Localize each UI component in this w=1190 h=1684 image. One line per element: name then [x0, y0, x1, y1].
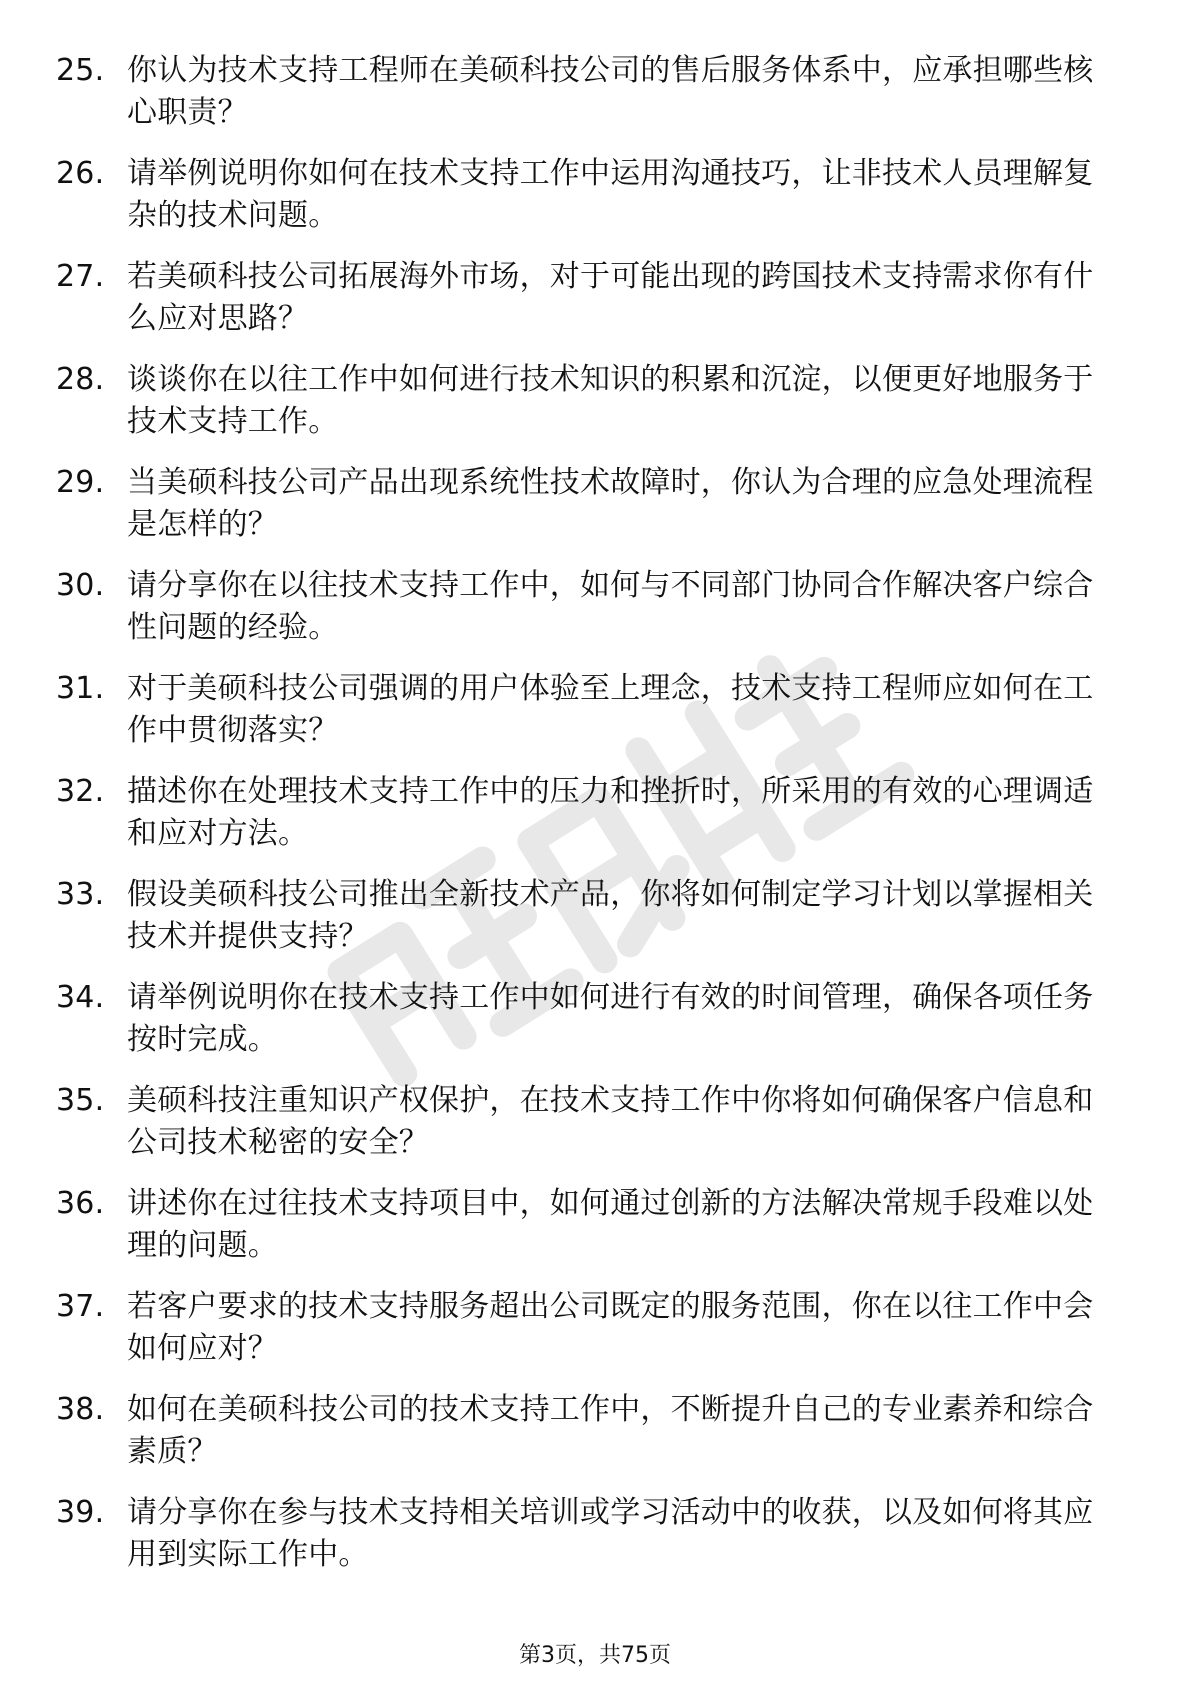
- question-number: 30.: [56, 568, 105, 603]
- question-list: [56, 50, 1106, 1595]
- question-item: [56, 153, 1106, 237]
- question-number: 32.: [56, 774, 105, 809]
- question-item: [56, 771, 1106, 855]
- question-item: [56, 256, 1106, 340]
- question-item: [56, 1389, 1106, 1473]
- question-number: 29.: [56, 465, 105, 500]
- question-text: 美硕科技注重知识产权保护，在技术支持工作中你将如何确保客户信息和公司技术秘密的安全？: [127, 1083, 1094, 1160]
- question-number: 36.: [56, 1186, 105, 1221]
- question-item: [56, 565, 1106, 649]
- question-item: [56, 1286, 1106, 1370]
- page-footer: 第3页，共75页: [519, 1643, 671, 1668]
- question-item: [56, 359, 1106, 443]
- question-text: 请举例说明你如何在技术支持工作中运用沟通技巧，让非技术人员理解复杂的技术问题。: [127, 156, 1094, 233]
- question-item: [56, 1080, 1106, 1164]
- question-item: [56, 462, 1106, 546]
- question-text: 请举例说明你在技术支持工作中如何进行有效的时间管理，确保各项任务按时完成。: [127, 980, 1094, 1057]
- question-text: 描述你在处理技术支持工作中的压力和挫折时，所采用的有效的心理调适和应对方法。: [127, 774, 1094, 851]
- question-item: [56, 874, 1106, 958]
- question-number: 27.: [56, 259, 105, 294]
- question-number: 26.: [56, 156, 105, 191]
- question-number: 35.: [56, 1083, 105, 1118]
- question-text: 假设美硕科技公司推出全新技术产品，你将如何制定学习计划以掌握相关技术并提供支持？: [127, 877, 1094, 954]
- question-number: 33.: [56, 877, 105, 912]
- question-text: 若美硕科技公司拓展海外市场，对于可能出现的跨国技术支持需求你有什么应对思路？: [127, 259, 1094, 336]
- question-number: 37.: [56, 1289, 105, 1324]
- question-text: 当美硕科技公司产品出现系统性技术故障时，你认为合理的应急处理流程是怎样的？: [127, 465, 1094, 542]
- question-number: 39.: [56, 1495, 105, 1530]
- question-item: [56, 668, 1106, 752]
- question-text: 你认为技术支持工程师在美硕科技公司的售后服务体系中，应承担哪些核心职责？: [127, 53, 1094, 130]
- question-number: 25.: [56, 53, 105, 88]
- question-text: 对于美硕科技公司强调的用户体验至上理念，技术支持工程师应如何在工作中贯彻落实？: [127, 671, 1094, 748]
- question-number: 34.: [56, 980, 105, 1015]
- question-text: 谈谈你在以往工作中如何进行技术知识的积累和沉淀，以便更好地服务于技术支持工作。: [127, 362, 1094, 439]
- question-item: [56, 1183, 1106, 1267]
- question-item: [56, 1492, 1106, 1576]
- question-number: 38.: [56, 1392, 105, 1427]
- question-text: 请分享你在以往技术支持工作中，如何与不同部门协同合作解决客户综合性问题的经验。: [127, 568, 1094, 645]
- question-text: 请分享你在参与技术支持相关培训或学习活动中的收获，以及如何将其应用到实际工作中。: [127, 1495, 1094, 1572]
- question-text: 讲述你在过往技术支持项目中，如何通过创新的方法解决常规手段难以处理的问题。: [127, 1186, 1094, 1263]
- question-text: 若客户要求的技术支持服务超出公司既定的服务范围，你在以往工作中会如何应对？: [127, 1289, 1094, 1366]
- question-number: 31.: [56, 671, 105, 706]
- question-text: 如何在美硕科技公司的技术支持工作中，不断提升自己的专业素养和综合素质？: [127, 1392, 1094, 1469]
- question-number: 28.: [56, 362, 105, 397]
- question-item: [56, 50, 1106, 134]
- question-item: [56, 977, 1106, 1061]
